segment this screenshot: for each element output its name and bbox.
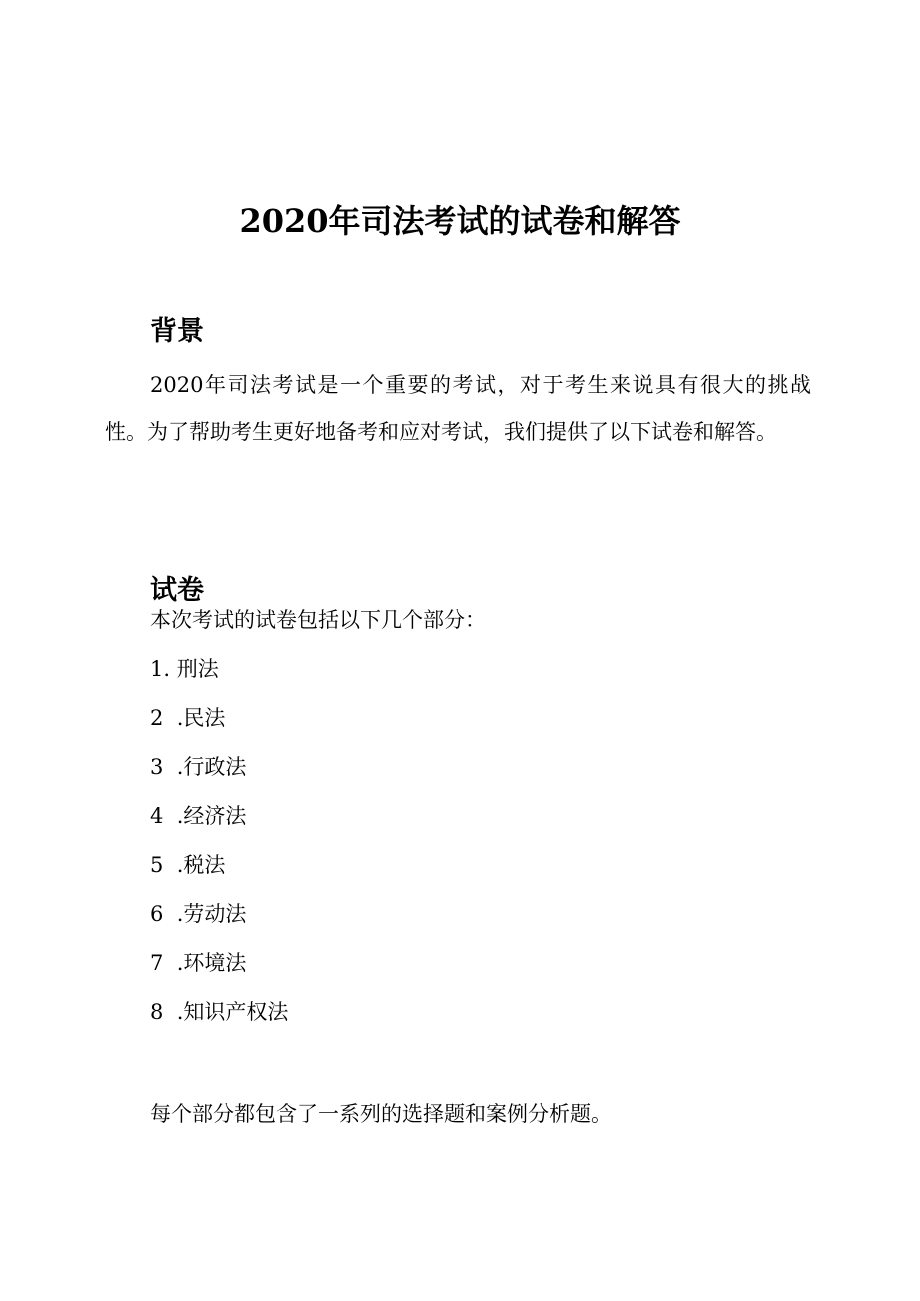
list-item: 6 .劳动法 xyxy=(150,902,247,926)
list-item: 5 .税法 xyxy=(150,853,226,877)
section-heading-background: 背景 xyxy=(150,316,204,348)
paper-intro: 本次考试的试卷包括以下几个部分： xyxy=(150,608,486,632)
list-item: 1. 刑法 xyxy=(150,657,219,681)
list-item: 2 .民法 xyxy=(150,706,226,730)
list-item: 7 .环境法 xyxy=(150,951,247,975)
section-heading-paper: 试卷 xyxy=(150,575,204,607)
document-title: 2020年司法考试的试卷和解答 xyxy=(239,202,681,241)
paper-parts-list xyxy=(150,652,288,1044)
paper-summary: 每个部分都包含了一系列的选择题和案例分析题。 xyxy=(150,1102,612,1126)
background-paragraph: 2020年司法考试是一个重要的考试，对于考生来说具有很大的挑战性。为了帮助考生更好地备考和应对考试，我们提供了以下试卷和解答。 xyxy=(105,373,811,444)
list-item: 3 .行政法 xyxy=(150,755,247,779)
list-item: 4 .经济法 xyxy=(150,804,247,828)
list-item: 8 .知识产权法 xyxy=(150,1000,289,1024)
